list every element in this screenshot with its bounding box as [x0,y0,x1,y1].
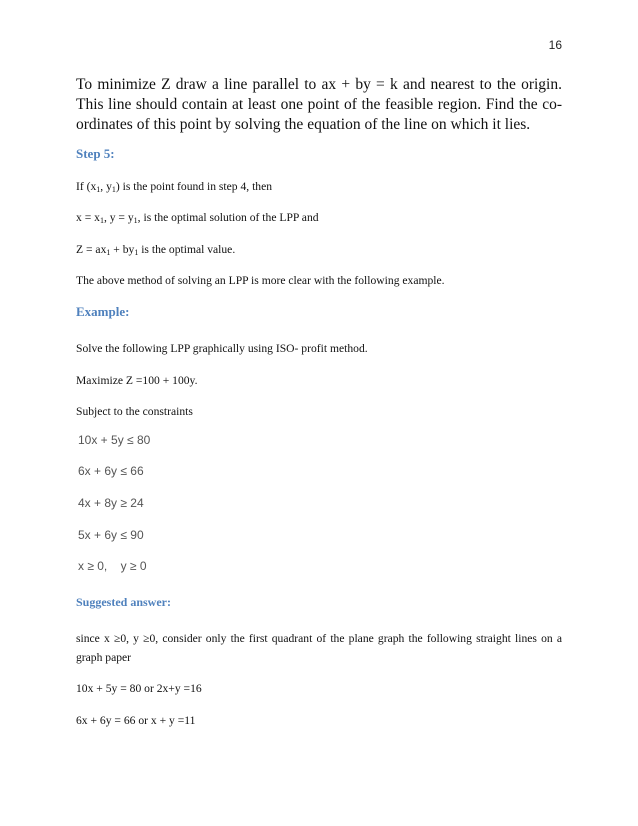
intro-paragraph: To minimize Z draw a line parallel to ax + by = k and nearest to the origin. This line should contain at least one point of the feasible region. Find the co-ordinates of this point by solving the equation of the line on which it lies. [76,76,562,133]
equation-1: 10x + 5y = 80 or 2x+y =16 [76,682,202,695]
step-5-line-3: $Z = ax_1 + by_1$ is the optimal value. [76,243,236,257]
suggested-answer-heading: Suggested answer: [76,595,171,609]
constraint-5: x ≥ 0, y ≥ 0 [78,559,147,573]
example-heading: Example: [76,304,130,319]
page-number: 16 [548,38,562,52]
constraint-3: 4x + 8y ≥ 24 [78,496,144,510]
constraint-1: 10x + 5y ≤ 80 [78,433,151,447]
step-5-closing: The above method of solving an LPP is more clear with the following example. [76,274,445,287]
step-5-line-1: If ($x_1$, $y_1$) is the point found in step 4, then [76,180,273,194]
constraint-4: 5x + 6y ≤ 90 [78,528,144,542]
example-subject-to: Subject to the constraints [76,405,193,418]
suggested-answer-paragraph: since x ≥0, y ≥0, consider only the first quadrant of the plane graph the following straight lines on a graph paper [76,632,562,664]
step-5-line-2: $x = x_1$, $y = y_1$, is the optimal solution of the LPP and [76,211,319,225]
example-instruction: Solve the following LPP graphically using ISO- profit method. [76,342,368,355]
example-objective: Maximize Z =100 + 100y. [76,374,198,387]
step-5-heading: Step 5: [76,146,115,161]
constraint-2: 6x + 6y ≤ 66 [78,464,144,478]
equation-2: 6x + 6y = 66 or x + y =11 [76,714,196,727]
